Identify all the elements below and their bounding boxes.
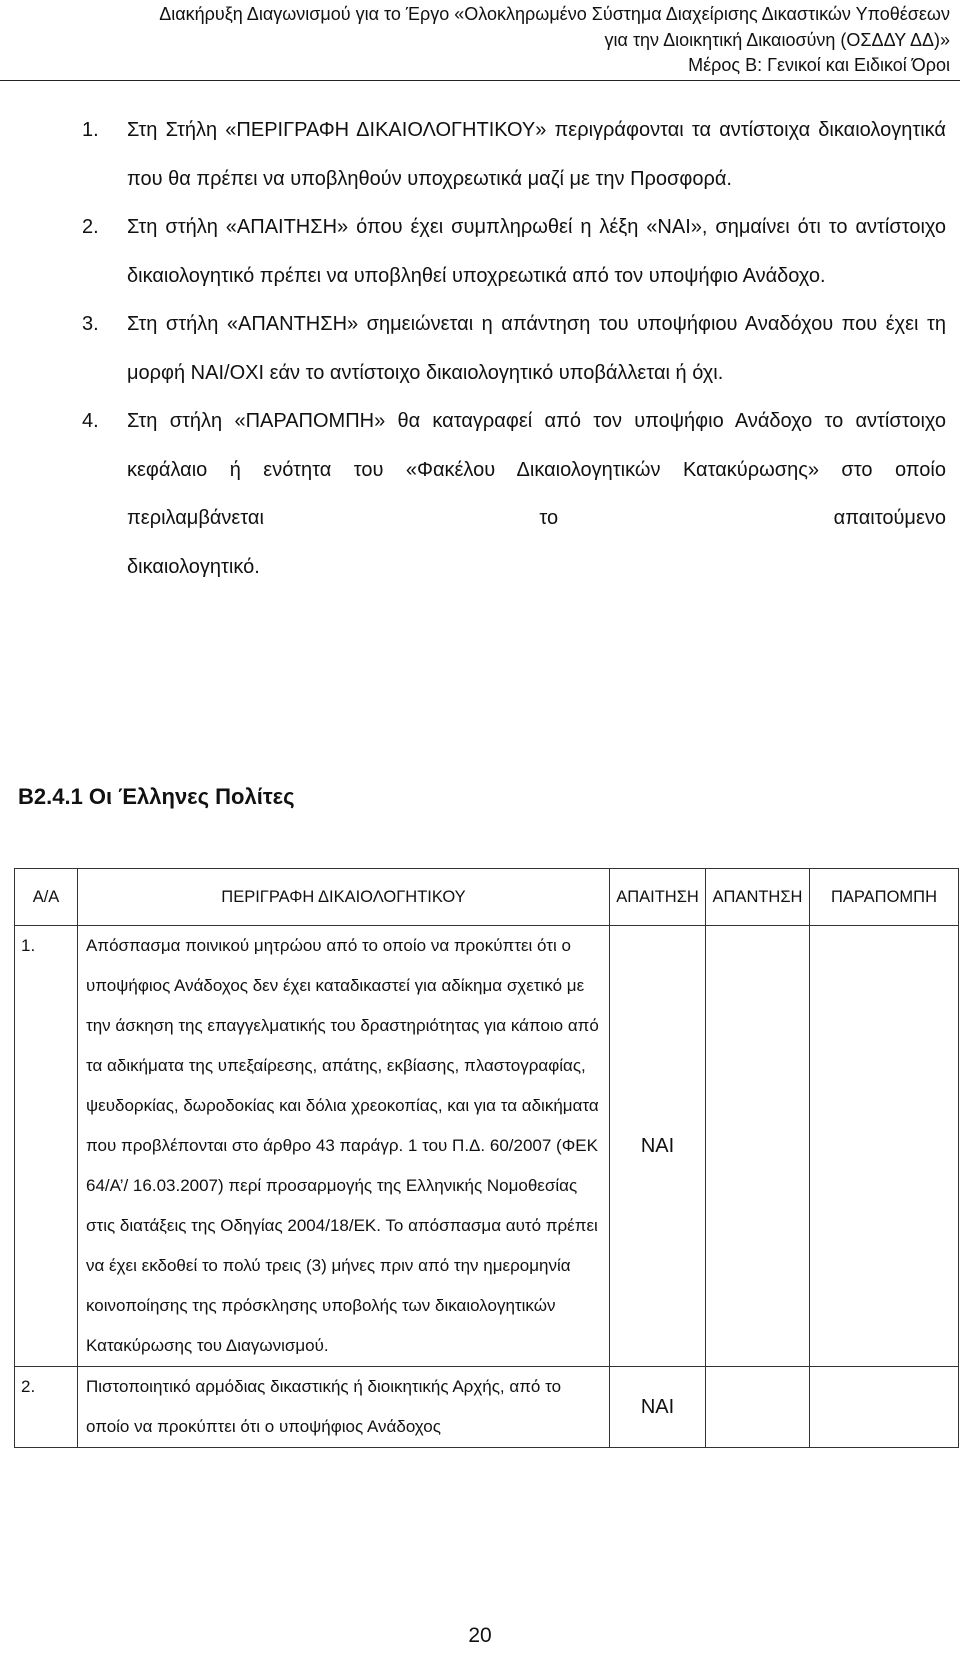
section-heading: Β2.4.1 Οι Έλληνες Πολίτες: [18, 784, 295, 809]
column-header-reference: ΠΑΡΑΠΟΜΠΗ: [810, 869, 959, 926]
row-reference-cell[interactable]: [810, 926, 959, 1367]
requirements-table: [14, 868, 959, 1448]
header-part-label: Μέρος Β: Γενικοί και Ειδικοί Όροι: [688, 55, 950, 75]
list-item-number: 3.: [82, 313, 99, 335]
list-item-text: Στη στήλη «ΑΠΑΙΤΗΣΗ» όπου έχει συμπληρωθεί η λέξη «ΝΑΙ», σημαίνει ότι το αντίστοιχο δικαιολογητικό πρέπει να υποβληθεί υποχρεωτικά από τον υποψήφιο Ανάδοχο.: [127, 216, 946, 287]
table-header-row: [15, 869, 959, 926]
list-item-text: Στη Στήλη «ΠΕΡΙΓΡΑΦΗ ΔΙΚΑΙΟΛΟΓΗΤΙΚΟΥ» περιγράφονται τα αντίστοιχα δικαιολογητικά που θα πρέπει να υποβληθούν υποχρεωτικά μαζί με την Προσφορά.: [127, 119, 946, 190]
list-item-number: 2.: [82, 216, 99, 238]
list-item-text: Στη στήλη «ΑΠΑΝΤΗΣΗ» σημειώνεται η απάντηση του υποψήφιου Αναδόχου που έχει τη μορφή ΝΑΙ/ΟΧΙ εάν το αντίστοιχο δικαιολογητικό υποβάλλεται ή όχι.: [127, 313, 946, 384]
list-item: [60, 300, 946, 397]
row-answer-cell[interactable]: [706, 926, 810, 1367]
instructions-list: [60, 106, 946, 591]
list-item-number: 4.: [82, 410, 99, 432]
column-header-description: ΠΕΡΙΓΡΑΦΗ ΔΙΚΑΙΟΛΟΓΗΤΙΚΟΥ: [78, 869, 610, 926]
row-answer-cell[interactable]: [706, 1367, 810, 1448]
column-header-aa: Α/Α: [15, 869, 78, 926]
page-number: 20: [468, 1624, 492, 1647]
row-requirement: ΝΑΙ: [610, 926, 706, 1367]
row-reference-cell[interactable]: [810, 1367, 959, 1448]
table-row: [15, 926, 959, 1367]
header-divider: [0, 80, 960, 81]
list-item-text-end: δικαιολογητικό.: [127, 555, 260, 578]
document-header: [20, 2, 950, 79]
row-description: Απόσπασμα ποινικού μητρώου από το οποίο να προκύπτει ότι ο υποψήφιος Ανάδοχος δεν έχει καταδικαστεί για αδίκημα σχετικό με την άσκηση της επαγγελματικής του δραστηριότητας για κάποιο από τα αδικήματα της υπεξαίρεσης, απάτης, εκβίασης, πλαστογραφίας, ψευδορκίας, δωροδοκίας και δόλια χρεοκοπίας, και για τα αδικήματα που προβλέπονται στο άρθρο 43 παράγρ. 1 του Π.Δ. 60/2007 (ΦΕΚ 64/Α’/ 16.03.2007) περί προσαρμογής της Ελληνικής Νομοθεσίας στις διατάξεις της Οδηγίας 2004/18/ΕΚ. Το απόσπασμα αυτό πρέπει να έχει εκδοθεί το πολύ τρεις (3) μήνες πριν από την ημερομηνία κοινοποίησης της πρόσκλησης υποβολής των δικαιολογητικών Κατακύρωσης του Διαγωνισμού.: [78, 926, 610, 1367]
row-requirement: ΝΑΙ: [610, 1367, 706, 1448]
row-number: 2.: [15, 1367, 78, 1448]
list-item-text: Στη στήλη «ΠΑΡΑΠΟΜΠΗ» θα καταγραφεί από τον υποψήφιο Ανάδοχο το αντίστοιχο κεφάλαιο ή ενότητα του «Φακέλου Δικαιολογητικών Κατακύρωσης» στο οποίο περιλαμβάνεται το απαιτούμενο: [127, 410, 946, 529]
row-description: Πιστοποιητικό αρμόδιας δικαστικής ή διοικητικής Αρχής, από το οποίο να προκύπτει ότι ο υποψήφιος Ανάδοχος: [78, 1367, 610, 1448]
list-item: [60, 106, 946, 203]
column-header-requirement: ΑΠΑΙΤΗΣΗ: [610, 869, 706, 926]
header-title-line-2: για την Διοικητική Δικαιοσύνη (ΟΣΔΔΥ ΔΔ)»: [604, 29, 950, 50]
list-item-number: 1.: [82, 119, 99, 141]
column-header-answer: ΑΠΑΝΤΗΣΗ: [706, 869, 810, 926]
list-item: [60, 203, 946, 300]
list-item: [60, 397, 946, 591]
table-row: [15, 1367, 959, 1448]
row-number: 1.: [15, 926, 78, 1367]
header-title-line-1: Διακήρυξη Διαγωνισμού για το Έργο «Ολοκληρωμένο Σύστημα Διαχείρισης Δικαστικών Υποθέσεων: [159, 4, 950, 24]
